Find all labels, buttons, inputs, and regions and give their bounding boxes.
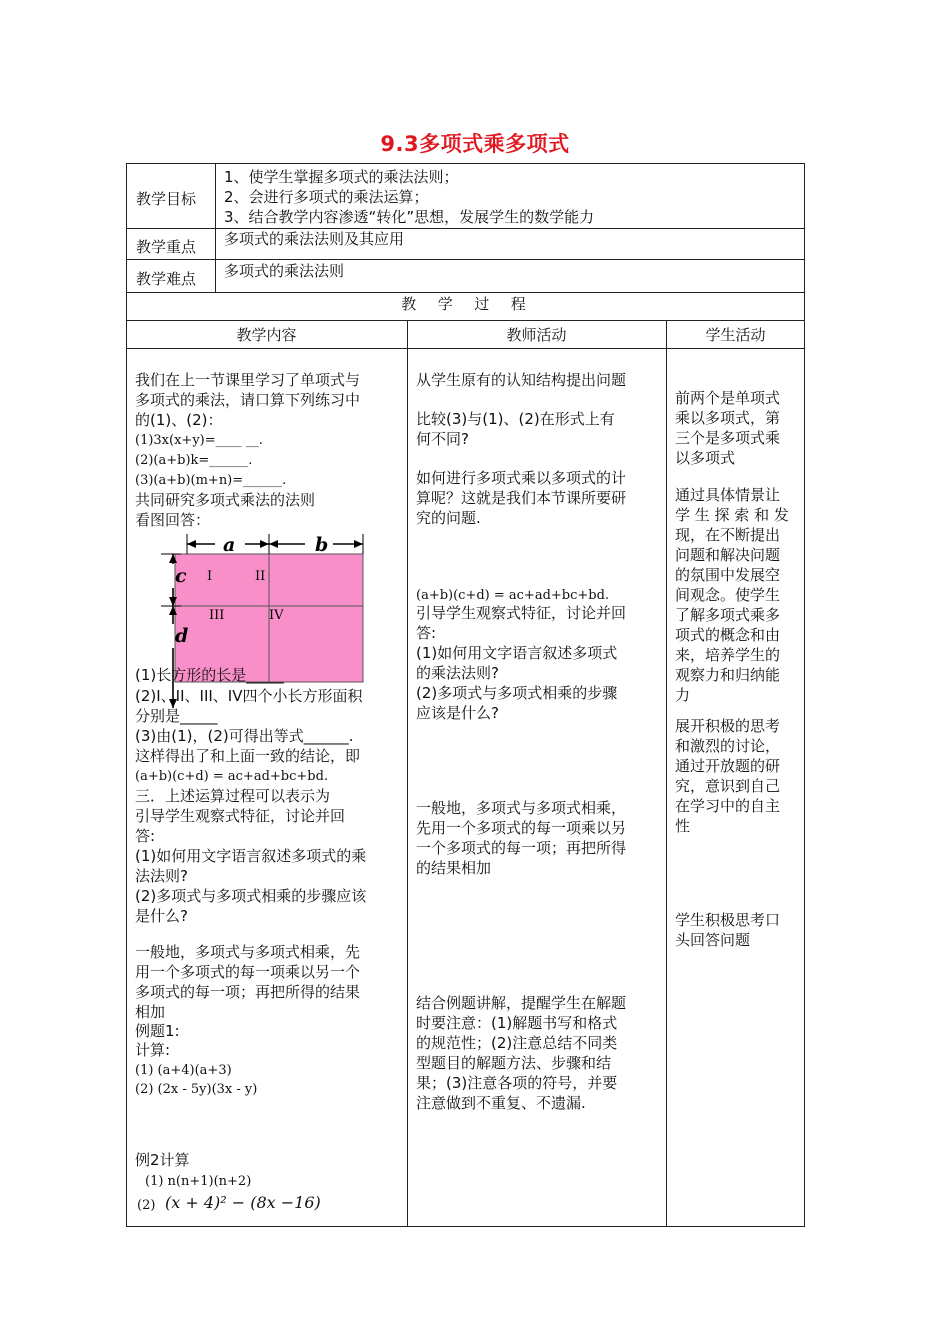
region-4: IV	[269, 608, 284, 623]
header-content: 教学内容	[236, 326, 297, 344]
region-3: III	[209, 608, 225, 623]
example-1a: (1) (a+4)(a+3)	[135, 1063, 232, 1078]
region-1: I	[207, 569, 213, 584]
example-2b-prefix: (2)	[137, 1198, 156, 1213]
example-2a: (1) n(n+1)(n+2)	[145, 1174, 252, 1189]
teacher-2: 比较(3)与(1)、(2)在形式上有 何不同?	[416, 410, 615, 448]
equation: (a+b)(c+d) = ac+ad+bc+bd.	[135, 769, 329, 784]
exercise-2: (2)(a+b)k=______.	[135, 453, 253, 468]
label-c: c	[175, 565, 187, 587]
question-1: (1)长方形的长是_____	[135, 666, 284, 684]
example-1-heading: 例题1:	[135, 1022, 180, 1040]
example-2b: (x + 4)² − (8x −16)	[165, 1193, 321, 1212]
teacher-5: 引导学生观察式特征，讨论并回 答: (1)如何用文字语言叙述多项式 的乘法法则? (2)多项式与多项式相乘的步骤 应该是什么?	[416, 604, 627, 722]
student-4: 学生积极思考口 头回答问题	[675, 911, 781, 949]
difficulty-text: 多项式的乘法法则	[224, 262, 345, 280]
label-a: a	[223, 534, 236, 556]
question-2a: (2)I、II、III、IV四个小长方形面积	[135, 687, 363, 705]
teacher-6: 一般地，多项式与多项式相乘， 先用一个多项式的每一项乘以另 一个多项式的每一项；再把所得 的结果相加	[416, 799, 627, 877]
teacher-3: 如何进行多项式乘以多项式的计 算呢？这就是我们本节课所要研 究的问题.	[416, 469, 627, 527]
process-label: 教 学 过 程	[401, 295, 530, 313]
header-teacher: 教师活动	[506, 326, 567, 344]
label-b: b	[315, 534, 329, 556]
example-2-heading: 例2计算	[135, 1151, 190, 1169]
exercise-1: (1)3x(x+y)=____ __.	[135, 433, 263, 448]
goal-lines: 1、使学生掌握多项式的乘法法则； 2、会进行多项式的乘法运算； 3、结合教学内容渗透“转化”思想，发展学生的数学能力	[224, 168, 595, 226]
key-label: 教学重点	[136, 238, 197, 256]
teacher-7: 结合例题讲解，提醒学生在解题 时要注意：(1)解题书写和格式 的规范性；(2)注意总结不同类 型题目的解题方法、步骤和结 果；(3)注意各项的符号，并要 注意做到不重复、不遗漏.	[416, 994, 627, 1112]
teacher-1: 从学生原有的认知结构提出问题	[416, 371, 627, 389]
student-3: 展开积极的思考 和激烈的讨论， 通过开放题的研 究，意识到自己 在学习中的自主 性	[675, 717, 781, 835]
label-d: d	[175, 625, 189, 647]
content-intro: 我们在上一节课里学习了单项式与 多项式的乘法，请口算下列练习中 的(1)、(2)：	[135, 371, 361, 429]
content-rule: 一般地，多项式与多项式相乘，先 用一个多项式的每一项乘以另一个 多项式的每一项；再把所得的结果 相加	[135, 943, 361, 1021]
teacher-equation: (a+b)(c+d) = ac+ad+bc+bd.	[416, 588, 610, 603]
question-2b: 分别是_____	[135, 707, 218, 725]
header-student: 学生活动	[705, 326, 766, 344]
study-heading: 共同研究多项式乘法的法则	[135, 491, 316, 509]
content-questions: (1)如何用文字语言叙述多项式的乘 法法则? (2)多项式与多项式相乘的步骤应该 是什么?	[135, 847, 367, 925]
exercise-3: (3)(a+b)(m+n)=______.	[135, 473, 287, 488]
region-2: II	[255, 569, 266, 584]
question-3a: (3)由(1)，(2)可得出等式______.	[135, 727, 354, 745]
student-1: 前两个是单项式 乘以多项式，第 三个是多项式乘 以多项式	[675, 389, 781, 467]
calc-heading: 计算:	[135, 1041, 171, 1059]
see-figure: 看图回答：	[135, 511, 211, 529]
student-2: 通过具体情景让 学 生 探 索 和 发 现，在不断提出 问题和解决问题 的氛围中发展空 间观念。使学生 了解多项式乘多 项式的概念和由 来，培养学生的 观察力和归纳能 力	[675, 486, 789, 704]
example-1b: (2) (2x - 5y)(3x - y)	[135, 1082, 258, 1097]
difficulty-label: 教学难点	[136, 270, 197, 288]
page-title: 9.3多项式乘多项式	[380, 132, 570, 156]
key-text: 多项式的乘法法则及其应用	[224, 230, 405, 248]
question-3b: 这样得出了和上面一致的结论，即	[135, 747, 361, 765]
part-three: 三．上述运算过程可以表示为 引导学生观察式特征，讨论并回 答:	[135, 787, 346, 845]
goal-label: 教学目标	[136, 190, 197, 208]
